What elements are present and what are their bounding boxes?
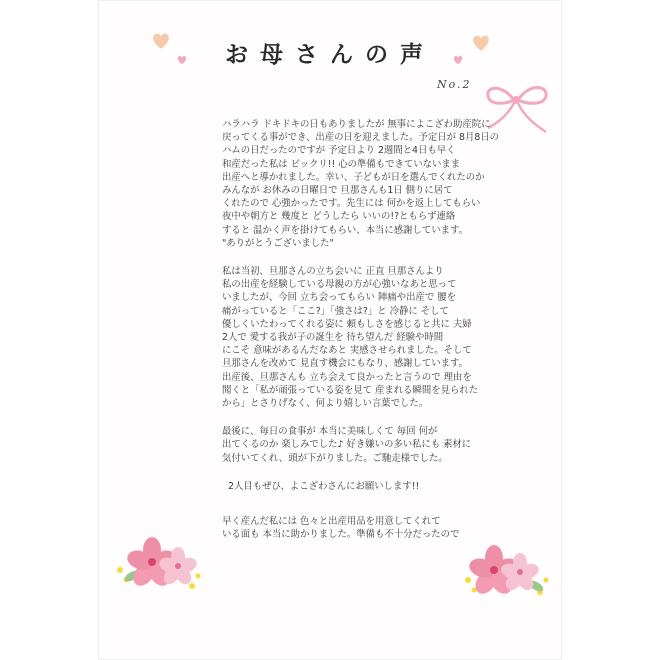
paragraph-4: [222, 480, 522, 493]
hibiscus-icon: [112, 532, 204, 592]
issue-number: No.2: [437, 78, 472, 91]
letter-line: くれたので 心強かったです。先生には 何かを返上してもらい: [222, 198, 481, 210]
letter-line: 私は当初、旦那さんの立ち会いに 正直 旦那さんより: [222, 266, 444, 278]
letter-line: 聞くと「私が頑張っている姿を見て 産まれる瞬間を見られた: [222, 384, 479, 396]
hibiscus-icon: [462, 540, 554, 600]
letter-line: いましたが、今回 立ち会ってもらい 陣痛や出産で 腰を: [222, 292, 456, 304]
letter-line: 早く産んだ私には 色々と出産用品を用意してくれて: [222, 516, 441, 528]
letter-line: みんなが お休みの日曜日で 旦那さんも1日 側りに居て: [222, 185, 453, 197]
letter-line: 気付いてくれ、頭が下がりました。ご馳走様でした。: [222, 452, 448, 464]
letter-line: 出てくるのか 楽しみでした♪ 好き嫌いの多い私にも 素材に: [222, 439, 472, 451]
page-title: お母さんの声: [225, 42, 435, 68]
letter-line: "ありがとうございました": [222, 237, 334, 249]
paragraph-2: [222, 265, 522, 410]
letter-line: 出産へと導かれました。幸い、子どもが日を選んでくれたのか: [222, 171, 485, 183]
letter-line: ハラハラ ドキドキの日もありましたが 無事によこざわ助産院に: [222, 119, 491, 130]
letter-line: 私の出産を経験している母親の方が心強いなあと思って: [222, 279, 457, 291]
letter-line: いる面も 本当に助かりました。準備も不十分だったので: [222, 529, 460, 541]
letter-line: 痛がっていると「ここ?」「強さは?」と 冷静に そして: [222, 305, 449, 317]
letter-line: ハムの日だったのですが 予定日より 2週間と4日も早く: [222, 145, 456, 157]
letter-line: 旦那さんを改めて 見直す機会にもなり、感謝しています。: [222, 358, 468, 370]
letter-line: から」とさりげなく、何より嬉しい言葉でした。: [222, 398, 429, 410]
letter-body: [222, 118, 522, 541]
paragraph-3: [222, 425, 522, 465]
letter-line: 2人で 愛する我が子の誕生を 待ち望んだ 経験や時間: [222, 332, 444, 344]
letter-line: 優しくいたわってくれる姿に 頼もしさを感じると共に 夫婦: [222, 318, 472, 330]
letter-line: 夜中や朝方と 幾度と どうしたら いいの!?ともらず連絡: [222, 211, 456, 223]
paragraph-5: [222, 515, 522, 541]
letter-line: 最後に、毎日の食事が 本当に美味しくて 毎回 何が: [222, 426, 438, 438]
letter-line: 戻ってくる事ができ、出産の日を迎えました。予定日が 8月8日の: [222, 132, 500, 144]
letter-line: 出産後、旦那さんも 立ち会えて良かったと言うので 理由を: [222, 371, 472, 383]
letter-line: にこそ 意味があるんだなあと 実感させられました。そして: [222, 345, 472, 357]
letter-line: すると 温かく声を掛けてもらい、本当に感謝しています。: [222, 224, 468, 236]
paragraph-1: [222, 118, 522, 250]
letter-line: 2人目もぜひ、よこざわさんにお願いします!!: [228, 480, 420, 492]
letter-line: 和産だった私は ビックリ!! 心の準備もできていないまま: [222, 158, 461, 170]
